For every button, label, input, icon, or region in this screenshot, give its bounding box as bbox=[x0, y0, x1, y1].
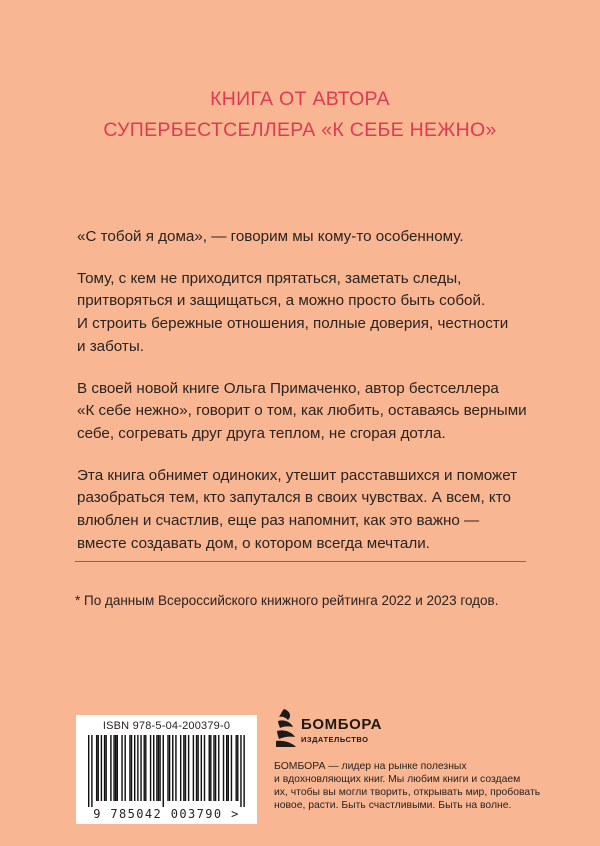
tagline bbox=[0, 84, 600, 146]
barcode-bar bbox=[101, 735, 102, 801]
text-line: Тому, с кем не приходится прятаться, заметать следы, bbox=[77, 269, 462, 287]
barcode-bar bbox=[110, 735, 111, 801]
barcode-bar bbox=[218, 735, 219, 801]
barcode-bar bbox=[210, 735, 211, 801]
barcode-bar bbox=[180, 735, 181, 801]
barcode-bar bbox=[124, 735, 125, 801]
barcode-bar bbox=[105, 735, 106, 801]
barcode-bar bbox=[175, 735, 176, 801]
text-line: притворяться и защищаться, а можно просто быть собой. bbox=[77, 292, 486, 310]
footnote: * По данным Всероссийского книжного рейтинга 2022 и 2023 годов. bbox=[75, 593, 499, 608]
barcode-bar bbox=[159, 735, 160, 801]
text-line: вместе создавать дом, о котором всегда мечтали. bbox=[77, 534, 430, 552]
barcode-bar bbox=[223, 735, 224, 801]
barcode-bar bbox=[158, 735, 159, 801]
barcode-bar bbox=[129, 735, 130, 801]
publisher-subtitle: ИЗДАТЕЛЬСТВО bbox=[301, 735, 369, 744]
barcode-bar bbox=[240, 735, 241, 807]
paragraph-1 bbox=[77, 226, 537, 249]
barcode-bar bbox=[104, 735, 105, 801]
barcode-bar bbox=[204, 735, 205, 801]
barcode-bar bbox=[134, 735, 135, 801]
barcode-bar bbox=[115, 735, 116, 801]
barcode-bar bbox=[196, 735, 197, 801]
barcode-bar bbox=[209, 735, 210, 801]
barcode-bar bbox=[163, 735, 164, 807]
barcode-bar bbox=[172, 735, 173, 801]
annotation-text bbox=[77, 226, 537, 574]
barcode-bar bbox=[188, 735, 189, 801]
barcode-bar bbox=[144, 735, 145, 801]
text-line: новое, расти. Быть счастливыми. Быть на волне. bbox=[274, 800, 512, 811]
barcode-digits: 9 785042 003790 > bbox=[93, 807, 240, 821]
barcode-bar bbox=[226, 735, 227, 801]
barcode-bar bbox=[150, 735, 151, 801]
divider bbox=[75, 561, 526, 562]
barcode-bar bbox=[201, 735, 202, 801]
text-line: Эта книга обнимет одиноких, утешит расставшихся и поможет bbox=[77, 466, 518, 484]
text-line: «К себе нежно», говорит о том, как любить, оставаясь верными bbox=[77, 402, 527, 420]
barcode-bar bbox=[237, 735, 238, 801]
barcode-bar bbox=[88, 735, 89, 807]
text-line: И строить бережные отношения, полные доверия, честности bbox=[77, 315, 509, 333]
barcode-bar bbox=[156, 735, 157, 801]
barcode-bar bbox=[215, 735, 216, 801]
paragraph-4 bbox=[77, 465, 537, 556]
barcode-bar bbox=[243, 735, 244, 807]
text-line: и вдохновляющих книг. Мы любим книги и создаем bbox=[274, 774, 521, 785]
text-line: влюблен и счастлив, еще раз напомнит, как это важно — bbox=[77, 512, 480, 530]
barcode-bar bbox=[113, 735, 114, 801]
text-line: их, чтобы вы могли творить, открывать мир, пробовать bbox=[274, 787, 541, 798]
barcode-bar bbox=[145, 735, 146, 801]
publisher-description bbox=[274, 760, 544, 812]
barcode-bar bbox=[98, 735, 99, 801]
barcode-bar bbox=[140, 735, 141, 801]
barcode-bar bbox=[96, 735, 97, 801]
tagline-line-2: СУПЕРБЕСТСЕЛЛЕРА «К СЕБЕ НЕЖНО» bbox=[103, 119, 497, 141]
text-line: разобраться тем, кто запутался в своих чувствах. А всем, кто bbox=[77, 489, 511, 507]
text-line: себе, согревать друг друга теплом, не сгорая дотла. bbox=[77, 424, 446, 442]
paragraph-2 bbox=[77, 268, 537, 359]
barcode-bar bbox=[213, 735, 214, 801]
barcode-bar bbox=[185, 735, 186, 801]
barcode-bars-icon bbox=[88, 735, 245, 807]
paragraph-3 bbox=[77, 378, 537, 446]
isbn-label: ISBN 978-5-04-200379-0 bbox=[102, 720, 231, 732]
text-line: БОМБОРА — лидер на рынке полезных bbox=[274, 761, 467, 772]
barcode-bar bbox=[121, 735, 122, 801]
barcode-bar bbox=[167, 735, 168, 801]
barcode-bar bbox=[131, 735, 132, 801]
barcode-bar bbox=[169, 735, 170, 801]
text-line: и заботы. bbox=[77, 337, 145, 355]
isbn-barcode bbox=[76, 715, 257, 824]
barcode-bar bbox=[228, 735, 229, 801]
barcode-bar bbox=[137, 735, 138, 801]
barcode-bar bbox=[235, 735, 236, 801]
barcode-bar bbox=[231, 735, 232, 801]
text-line: В своей новой книге Ольга Примаченко, автор бестселлера bbox=[77, 379, 499, 397]
barcode-bar bbox=[183, 735, 184, 801]
publisher-name: БОМБОРА bbox=[301, 716, 383, 733]
barcode-bar bbox=[193, 735, 194, 801]
barcode-bar bbox=[117, 735, 118, 801]
barcode-bar bbox=[197, 735, 198, 801]
text-line: «С тобой я дома», — говорим мы кому-то особенному. bbox=[77, 228, 464, 245]
bombora-logo-icon bbox=[274, 707, 298, 749]
barcode-bar bbox=[153, 735, 154, 801]
tagline-line-1: КНИГА ОТ АВТОРА bbox=[210, 88, 390, 110]
barcode-bar bbox=[91, 735, 92, 807]
